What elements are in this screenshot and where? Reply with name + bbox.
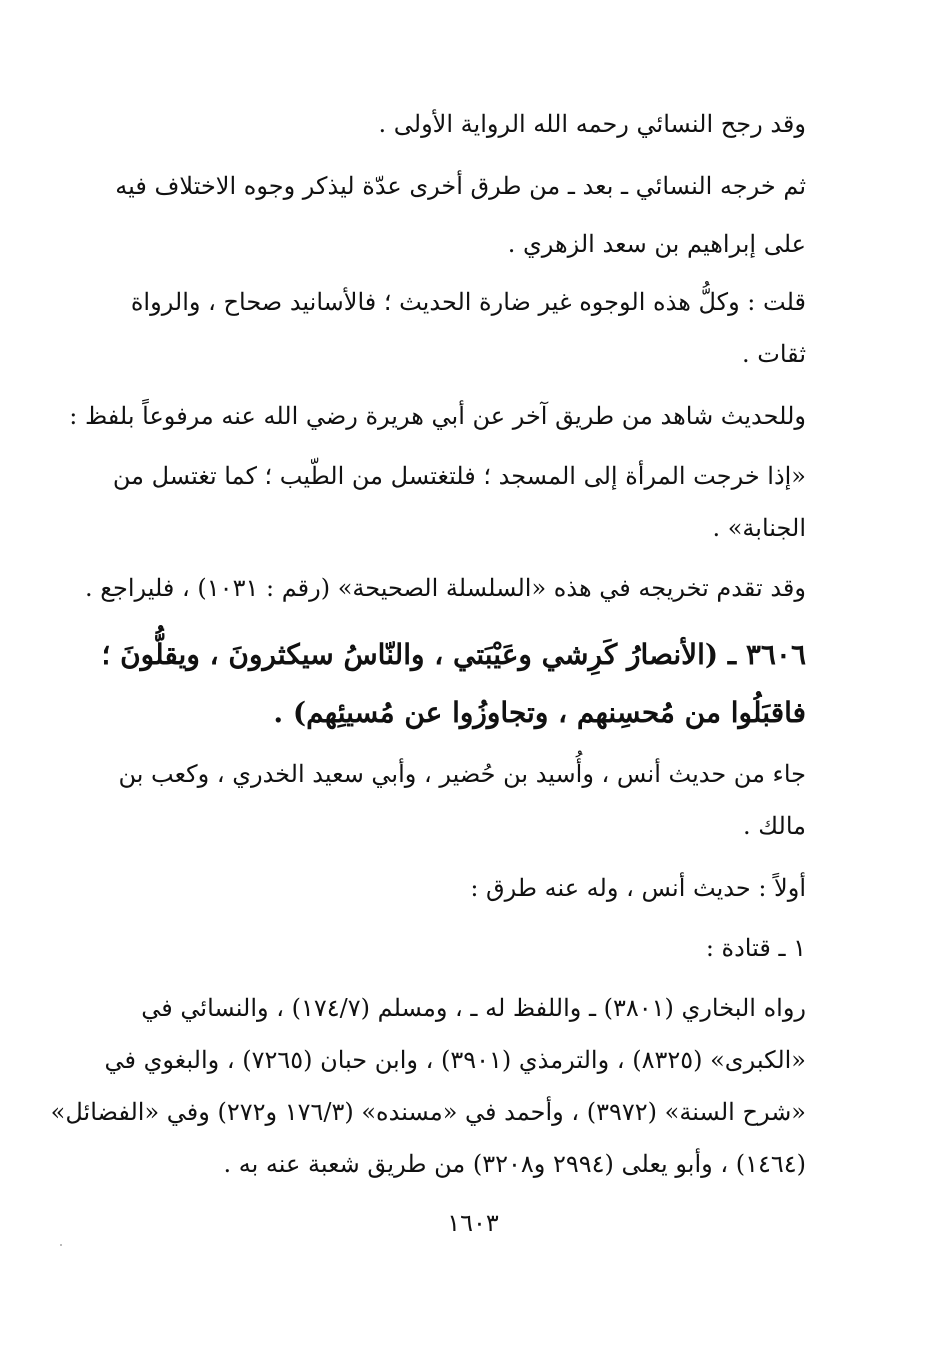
paragraph-line: ثم خرجه النسائي ـ بعد ـ من طرق أخرى عدّة ليذكر وجوه الاختلاف فيه bbox=[115, 172, 806, 200]
paragraph-line: «شرح السنة» (٣٩٧٢) ، وأحمد في «مسنده» (١٧٦/٣ و٢٧٢) وفي «الفضائل» bbox=[50, 1098, 806, 1126]
subsection-heading: ١ ـ قتادة : bbox=[705, 934, 806, 962]
paragraph-line: على إبراهيم بن سعد الزهري . bbox=[507, 230, 806, 258]
paragraph-line: «إذا خرجت المرأة إلى المسجد ؛ فلتغتسل من الطّيب ؛ كما تغتسل من bbox=[112, 462, 806, 490]
section-heading: أولاً : حديث أنس ، وله عنه طرق : bbox=[470, 874, 806, 902]
scan-speck bbox=[60, 1244, 62, 1246]
paragraph-line: رواه البخاري (٣٨٠١) ـ واللفظ له ـ ، ومسلم (١٧٤/٧) ، والنسائي في bbox=[141, 994, 806, 1022]
paragraph-line: جاء من حديث أنس ، وأُسيد بن حُضير ، وأبي سعيد الخدري ، وكعب بن bbox=[118, 760, 806, 788]
paragraph-line: وقد رجح النسائي رحمه الله الرواية الأولى . bbox=[378, 110, 806, 138]
paragraph-line: وقد تقدم تخريجه في هذه «السلسلة الصحيحة» (رقم : ١٠٣١) ، فليراجع . bbox=[84, 574, 806, 602]
paragraph-line: ثقات . bbox=[742, 340, 806, 368]
paragraph-line: قلت : وكلُّ هذه الوجوه غير ضارة الحديث ؛ فالأسانيد صحاح ، والرواة bbox=[130, 288, 806, 316]
paragraph-line: «الكبرى» (٨٣٢٥) ، والترمذي (٣٩٠١) ، وابن حبان (٧٢٦٥) ، والبغوي في bbox=[104, 1046, 806, 1074]
paragraph-line: مالك . bbox=[743, 812, 806, 840]
paragraph-line: الجنابة» . bbox=[712, 514, 806, 542]
paragraph-line: (١٤٦٤) ، وأبو يعلى (٢٩٩٤ و٣٢٠٨) من طريق شعبة عنه به . bbox=[223, 1150, 806, 1178]
paragraph-line: وللحديث شاهد من طريق آخر عن أبي هريرة رضي الله عنه مرفوعاً بلفظ : bbox=[69, 402, 806, 430]
hadith-heading-line: ٣٦٠٦ ـ (الأنصارُ كَرِشي وعَيْبَتي ، والنّاسُ سيكثرونَ ، ويقلُّونَ ؛ bbox=[101, 638, 806, 671]
hadith-heading-line: فاقبَلُوا من مُحسِنهم ، وتجاوزُوا عن مُسيئِهم) . bbox=[273, 696, 806, 729]
page-number: ١٦٠٣ bbox=[447, 1209, 499, 1237]
